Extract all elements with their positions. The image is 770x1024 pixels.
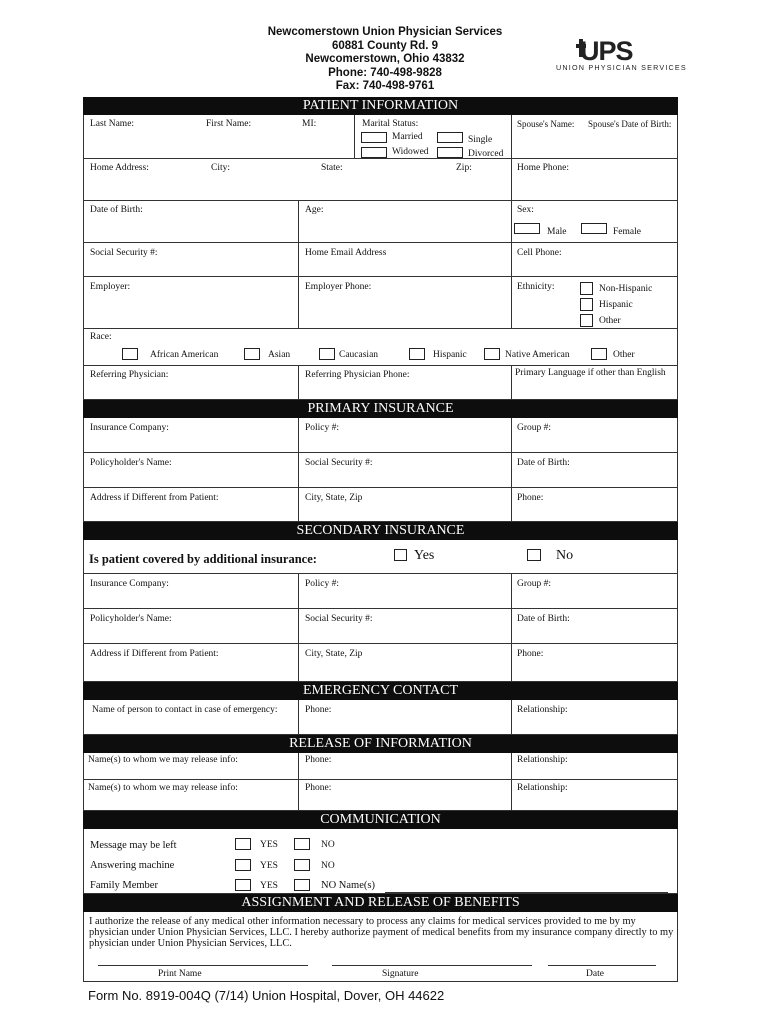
employer-label: Employer: [90,282,131,292]
secondary-holder-label: Policyholder's Name: [90,614,172,624]
secondary-address-row [83,644,678,682]
logo-subtitle: UNION PHYSICIAN SERVICES [556,63,687,72]
section-release-of-information: RELEASE OF INFORMATION [83,735,678,753]
secondary-ssn-label: Social Security #: [305,614,373,624]
mi-label: MI: [302,119,317,129]
primary-phone-label: Phone: [517,493,544,503]
hispanic-checkbox[interactable] [580,298,593,311]
additional-insurance-no-checkbox[interactable] [527,549,541,561]
divorced-checkbox[interactable] [437,147,463,158]
non-hispanic-checkbox[interactable] [580,282,593,295]
age-label: Age: [305,205,324,215]
section-communication: COMMUNICATION [83,811,678,829]
primary-dob-label: Date of Birth: [517,458,570,468]
first-name-label: First Name: [206,119,252,129]
race-caucasian-label: Caucasian [339,350,379,360]
additional-insurance-yes-label: Yes [414,548,435,563]
referring-phone-label: Referring Physician Phone: [305,370,410,380]
primary-policy-label: Policy #: [305,423,340,433]
race-african-american-checkbox[interactable] [122,348,138,360]
print-name-label: Print Name [158,969,202,979]
primary-address-row [83,488,678,522]
ssn-row [83,243,678,277]
release-relationship-label-2: Relationship: [517,783,568,793]
additional-insurance-no-label: No [556,548,574,563]
answering-no-label: NO [321,861,335,871]
emergency-name-label: Name of person to contact in case of emergency: [92,705,278,715]
release-name-label-1: Name(s) to whom we may release info: [88,755,238,765]
family-no-checkbox[interactable] [294,879,310,891]
clinic-address-line1: 60881 County Rd. 9 [331,39,439,52]
single-label: Single [468,135,493,145]
divorced-label: Divorced [468,149,504,159]
male-checkbox[interactable] [514,223,540,234]
widowed-checkbox[interactable] [361,147,387,158]
employer-row [83,277,678,329]
race-other-label: Other [613,350,635,360]
message-yes-checkbox[interactable] [235,838,251,850]
address-row [83,159,678,201]
race-asian-checkbox[interactable] [244,348,260,360]
cell-phone-label: Cell Phone: [517,248,562,258]
dob-label: Date of Birth: [90,205,143,215]
sex-label: Sex: [517,205,534,215]
race-native-american-label: Native American [505,350,570,360]
family-yes-checkbox[interactable] [235,879,251,891]
marital-status-label: Marital Status: [362,119,419,129]
primary-company-row [83,418,678,453]
additional-insurance-question: Is patient covered by additional insurance: [89,552,317,566]
clinic-address-line2: Newcomerstown, Ohio 43832 [305,53,465,66]
secondary-address-label: Address if Different from Patient: [90,649,219,659]
family-no-names-label: NO Name(s) [321,880,375,891]
secondary-csz-label: City, State, Zip [305,649,363,659]
home-address-label: Home Address: [90,163,149,173]
race-hispanic-label: Hispanic [433,350,467,360]
single-checkbox[interactable] [437,132,463,143]
signature-label: Signature [382,969,419,979]
clinic-phone: Phone: 740-498-9828 [328,66,442,79]
section-secondary-insurance: SECONDARY INSURANCE [83,522,678,540]
race-african-american-label: African American [150,350,219,360]
city-label: City: [211,163,231,173]
primary-address-label: Address if Different from Patient: [90,493,219,503]
additional-insurance-yes-checkbox[interactable] [394,549,407,561]
logo-mark: UPS [580,36,633,66]
last-name-label: Last Name: [90,119,135,129]
home-phone-label: Home Phone: [517,163,569,173]
race-asian-label: Asian [268,350,291,360]
section-primary-insurance: PRIMARY INSURANCE [83,400,678,418]
print-name-line[interactable] [98,965,308,966]
secondary-phone-label: Phone: [517,649,544,659]
primary-csz-label: City, State, Zip [305,493,363,503]
family-yes-label: YES [260,881,278,891]
clinic-name: Newcomerstown Union Physician Services [267,26,503,38]
secondary-company-row [83,574,678,609]
secondary-policy-label: Policy #: [305,579,340,589]
spouse-name-label: Spouse's Name: [517,119,575,129]
female-label: Female [613,227,641,237]
family-member-label: Family Member [90,880,158,891]
married-label: Married [392,132,423,142]
release-relationship-label-1: Relationship: [517,755,568,765]
authorization-text: I authorize the release of any medical other information necessary to process any claims for medical services provided to me by my physician under Union Physician Services, LLC. I hereby authorize payment of medical benefits from my insurance company directly to my physician under Union Physician Services, LLC. [89,916,674,949]
name-row [83,115,678,159]
primary-language-label: Primary Language if other than English [515,368,666,378]
race-row [83,329,678,366]
message-no-checkbox[interactable] [294,838,310,850]
section-assignment: ASSIGNMENT AND RELEASE OF BENEFITS [83,894,678,912]
other-ethnicity-checkbox[interactable] [580,314,593,327]
date-line[interactable] [548,965,656,966]
primary-holder-row [83,453,678,488]
employer-phone-label: Employer Phone: [305,282,372,292]
race-hispanic-checkbox[interactable] [409,348,425,360]
communication-block [83,829,678,894]
race-other-checkbox[interactable] [591,348,607,360]
race-caucasian-checkbox[interactable] [319,348,335,360]
emergency-phone-label: Phone: [305,705,332,715]
clinic-fax: Fax: 740-498-9761 [335,80,435,93]
male-label: Male [547,227,567,237]
registration-form [83,97,678,982]
release-row-1 [83,753,678,780]
hispanic-label: Hispanic [599,300,633,310]
married-checkbox[interactable] [361,132,387,143]
section-emergency-contact: EMERGENCY CONTACT [83,682,678,700]
answering-machine-label: Answering machine [90,860,175,871]
dob-row [83,201,678,243]
secondary-group-label: Group #: [517,579,552,589]
race-native-american-checkbox[interactable] [484,348,500,360]
emergency-relationship-label: Relationship: [517,705,568,715]
message-no-label: NO [321,840,335,850]
female-checkbox[interactable] [581,223,607,234]
primary-company-label: Insurance Company: [90,423,169,433]
secondary-company-label: Insurance Company: [90,579,169,589]
primary-holder-label: Policyholder's Name: [90,458,172,468]
answering-no-checkbox[interactable] [294,859,310,871]
non-hispanic-label: Non-Hispanic [599,284,653,294]
release-name-label-2: Name(s) to whom we may release info: [88,783,238,793]
message-yes-label: YES [260,840,278,850]
form-number-footer: Form No. 8919-004Q (7/14) Union Hospital, Dover, OH 44622 [88,988,445,1003]
release-row-2 [83,780,678,811]
secondary-holder-row [83,609,678,644]
answering-yes-checkbox[interactable] [235,859,251,871]
spouse-dob-label: Spouse's Date of Birth: [588,119,672,129]
ups-logo [556,36,687,72]
secondary-dob-label: Date of Birth: [517,614,570,624]
release-phone-label-1: Phone: [305,755,332,765]
ethnicity-label: Ethnicity: [517,282,555,292]
answering-yes-label: YES [260,861,278,871]
referring-row [83,366,678,400]
family-names-line[interactable] [385,892,668,893]
primary-group-label: Group #: [517,423,552,433]
section-patient-information: PATIENT INFORMATION [83,97,678,115]
message-label: Message may be left [90,840,177,851]
clinic-header [230,26,540,94]
date-label: Date [586,969,604,979]
release-phone-label-2: Phone: [305,783,332,793]
other-ethnicity-label: Other [599,316,621,326]
ssn-label: Social Security #: [90,248,158,258]
race-label: Race: [90,332,112,342]
state-label: State: [321,163,343,173]
widowed-label: Widowed [392,147,429,157]
zip-label: Zip: [456,163,472,173]
assignment-block [83,912,678,982]
emergency-row [83,700,678,735]
primary-ssn-label: Social Security #: [305,458,373,468]
signature-line[interactable] [332,965,532,966]
email-label: Home Email Address [305,248,387,258]
referring-physician-label: Referring Physician: [90,370,169,380]
additional-insurance-row [83,540,678,574]
